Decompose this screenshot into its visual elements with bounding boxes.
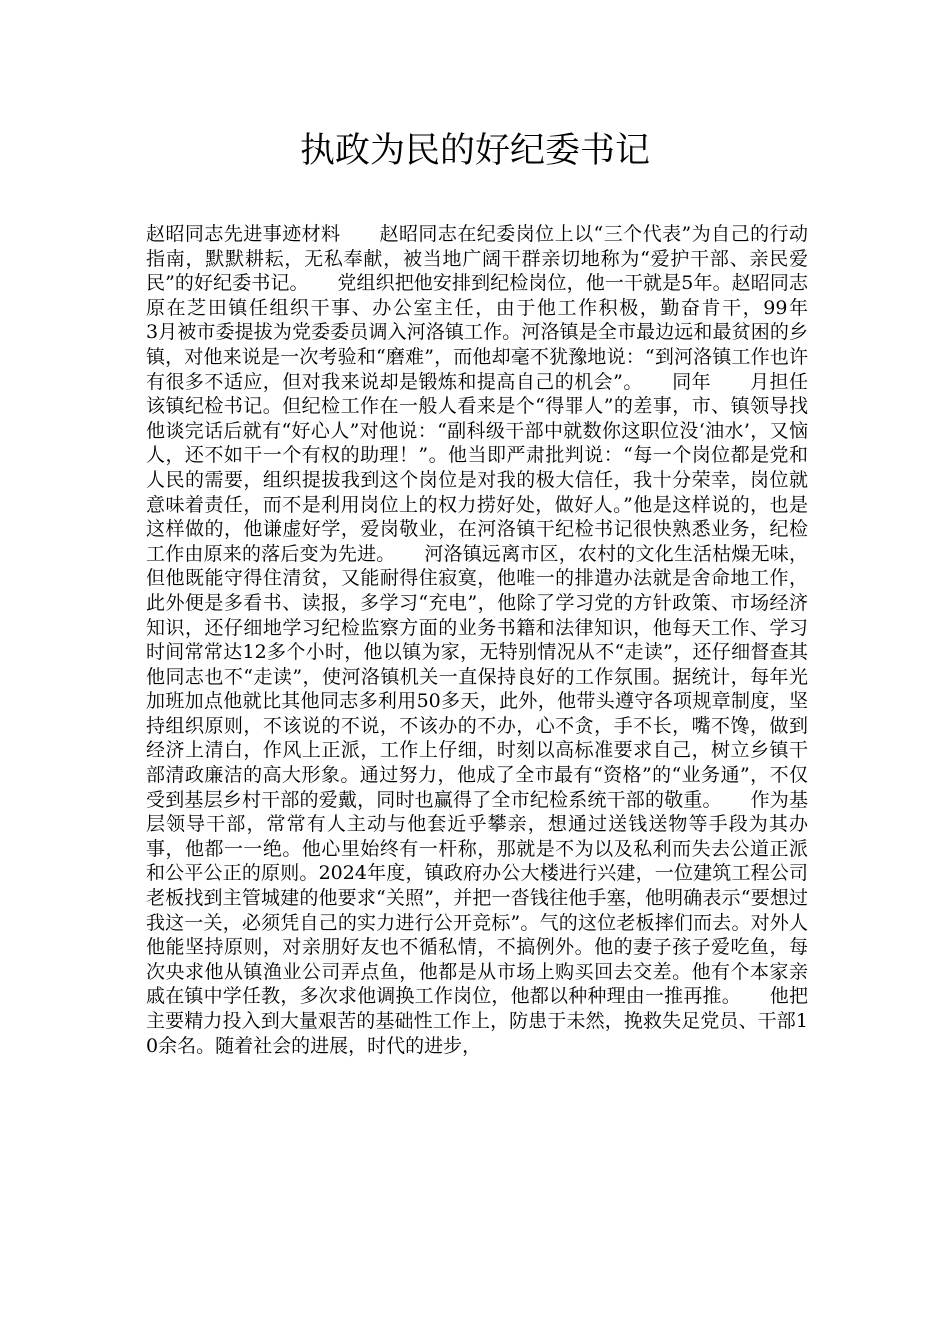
document-title: 执政为民的好纪委书记 (299, 131, 650, 171)
document-body: 赵昭同志先进事迹材料 赵昭同志在纪委岗位上以“三个代表”为自己的行动指南，默默耕耘，无私奉献，被当地广阔干群亲切地称为“爱护干部、亲民爱民”的好纪委书记。 党组织把他安排到纪检岗位，他一干就是5年。赵昭同志原在芝田镇任组织干事、办公室主任，由于他工作积极，勤奋肯干，99年 3月被市委提拔为党委委员调入河洛镇工作。河洛镇是全市最边远和最贫困的乡镇，对他来说是一次考验和“磨难”，而他却毫不犹豫地说：“到河洛镇工作也许有很多不适应，但对我来说却是锻炼和提高自己的机会”。 同年 月担任该镇纪检书记。但纪检工作在一般人看来是个“得罪人”的差事，市、镇领导找他谈完话后就有“好心人”对他说：“副科级干部中就数你这职位没‘油水’，又恼人，还不如干一个有权的助理！”。他当即严肃批判说：“每一个岗位都是党和人民的需要，组织提拔我到这个岗位是对我的极大信任，我十分荣幸，岗位就意味着责任，而不是利用岗位上的权力捞好处，做好人。”他是这样说的，也是这样做的，他谦虚好学，爱岗敬业，在河洛镇干纪检书记很快熟悉业务，纪检工作由原来的落后变为先进。 河洛镇远离市区，农村的文化生活枯燥无味，但他既能守得住清贫，又能耐得住寂寞，他唯一的排遣办法就是舍命地工作，此外便是多看书、读报，多学习“充电”，他除了学习党的方针政策、市场经济知识，还仔细地学习纪检监察方面的业务书籍和法律知识，他每天工作、学习时间常常达12多个小时，他以镇为家，无特别情况从不“走读”，还仔细督查其他同志也不“走读”，使河洛镇机关一直保持良好的工作氛围。据统计，每年光加班加点他就比其他同志多利用50多天，此外，他带头遵守各项规章制度，坚持组织原则，不该说的不说，不该办的不办，心不贪，手不长，嘴不馋，做到经济上清白，作风上正派，工作上仔细，时刻以高标准要求自己，树立乡镇干部清政廉洁的高大形象。通过努力，他成了全市最有“资格”的“业务通”，不仅受到基层乡村干部的爱戴，同时也赢得了全市纪检系统干部的敬重。 作为基层领导干部，常常有人主动与他套近乎攀亲，想通过送钱送物等手段为其办事，他都一一绝。他心里始终有一杆称，那就是不为以及私利而失去公道正派和公平公正的原则。2024年度，镇政府办公大楼进行兴建，一位建筑工程公司老板找到主管城建的他要求“关照”，并把一沓钱往他手塞，他明确表示“要想过我这一关，必须凭自己的实力进行公开竞标”。气的这位老板摔们而去。对外人他能坚持原则，对亲朋好友也不循私情，不搞例外。他的妻子孩子爱吃鱼，每次央求他从镇渔业公司弄点鱼，他都是从市场上购买回去交差。他有个本家亲戚在镇中学任教，多次求他调换工作岗位，他都以种种理由一推再推。 他把主要精力投入到大量艰苦的基础性工作上，防患于未然，挽救失足党员、干部10余名。随着社会的进展，时代的进步， (146, 223, 847, 1057)
